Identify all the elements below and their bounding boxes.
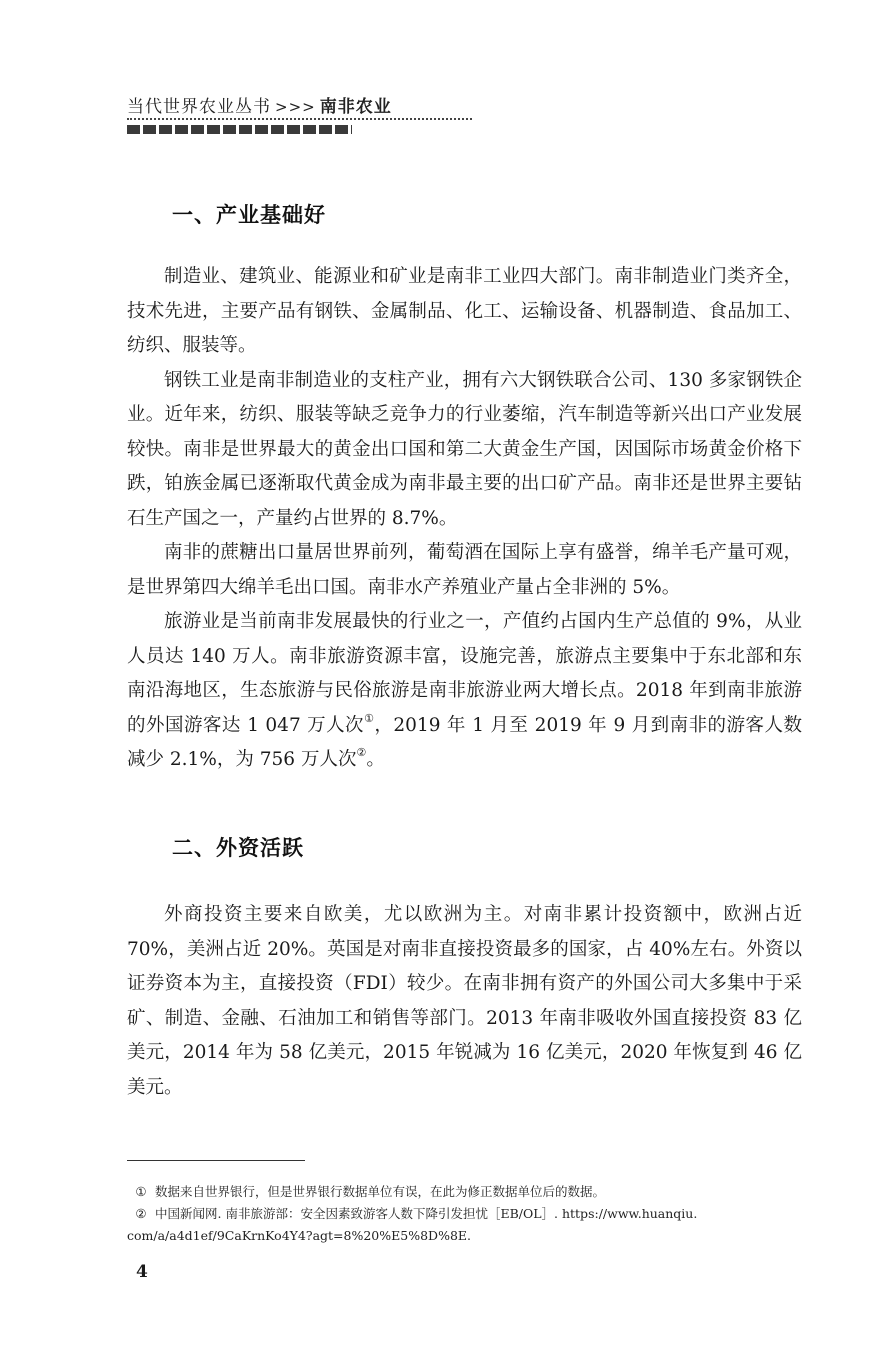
- section-1-body: [127, 260, 802, 778]
- footnote-mark: ②: [135, 1206, 147, 1221]
- paragraph: 钢铁工业是南非制造业的支柱产业，拥有六大钢铁联合公司、130 多家钢铁企业。近年来，纺织、服装等缺乏竞争力的行业萎缩，汽车制造等新兴出口产业发展较快。南非是世界最大的黄金出口国和第二大黄金生产国，因国际市场黄金价格下跌，铂族金属已逐渐取代黄金成为南非最主要的出口矿产品。南非还是世界主要钻石生产国之一，产量约占世界的 8.7%。: [127, 369, 802, 529]
- running-header: [127, 92, 392, 117]
- section-heading-2: 二、外资活跃: [172, 836, 304, 860]
- page-number: 4: [136, 1262, 148, 1282]
- footnote-2: [127, 1203, 802, 1225]
- footnote-ref-1: ①: [364, 711, 375, 725]
- footnote-1: [127, 1181, 802, 1203]
- paragraph-tourism: [127, 605, 802, 778]
- footnote-text: 中国新闻网. 南非旅游部：安全因素致游客人数下降引发担忧［EB/OL］. https://www.huanqiu.: [155, 1206, 698, 1221]
- footnote-divider: [127, 1160, 305, 1161]
- section-heading-1: 一、产业基础好: [172, 203, 326, 227]
- paragraph: 制造业、建筑业、能源业和矿业是南非工业四大部门。南非制造业门类齐全，技术先进，主要产品有钢铁、金属制品、化工、运输设备、机器制造、食品加工、纺织、服装等。: [127, 266, 802, 356]
- footnote-mark: ①: [135, 1184, 147, 1199]
- section-2-body: [127, 898, 802, 1105]
- footnote-2-continuation: com/a/a4d1ef/9CaKrnKo4Y4?agt=8%20%E5%8D%8E.: [127, 1228, 471, 1243]
- footnote-ref-2: ②: [356, 746, 367, 759]
- book-title: 南非农业: [319, 97, 392, 117]
- tourism-text-c: 。: [366, 749, 385, 770]
- series-title: 当代世界农业丛书: [127, 97, 271, 117]
- paragraph: 外商投资主要来自欧美，尤以欧洲为主。对南非累计投资额中，欧洲占近 70%，美洲占近 20%。英国是对南非直接投资最多的国家，占 40%左右。外资以证券资本为主，直接投资（FDI）较少。在南非拥有资产的外国公司大多集中于采矿、制造、金融、石油加工和销售等部门。2013 年南非吸收外国直接投资 83 亿美元，2014 年为 58 亿美元，2015 年锐减为 16 亿美元，2020 年恢复到 46 亿美元。: [127, 904, 802, 1098]
- header-dotted-rule: [127, 118, 472, 120]
- footnote-text: 数据来自世界银行，但是世界银行数据单位有误，在此为修正数据单位后的数据。: [155, 1184, 606, 1199]
- paragraph: 南非的蔗糖出口量居世界前列，葡萄酒在国际上享有盛誉，绵羊毛产量可观，是世界第四大绵羊毛出口国。南非水产养殖业产量占全非洲的 5%。: [127, 542, 802, 598]
- header-block-rule: [127, 125, 352, 134]
- header-separator: >>>: [275, 98, 316, 116]
- tourism-text-b: ，2019 年 1 月至 2019 年 9 月到南非的游客人数减少 2.1%，为 756 万人次: [127, 714, 802, 770]
- tourism-text-a: 旅游业是当前南非发展最快的行业之一，产值约占国内生产总值的 9%，从业人员达 140 万人。南非旅游资源丰富，设施完善，旅游点主要集中于东北部和东南沿海地区，生态旅游与民俗旅游是南非旅游业两大增长点。2018 年到南非旅游的外国游客达 1 047 万人次: [127, 611, 802, 736]
- footnotes: [127, 1181, 802, 1247]
